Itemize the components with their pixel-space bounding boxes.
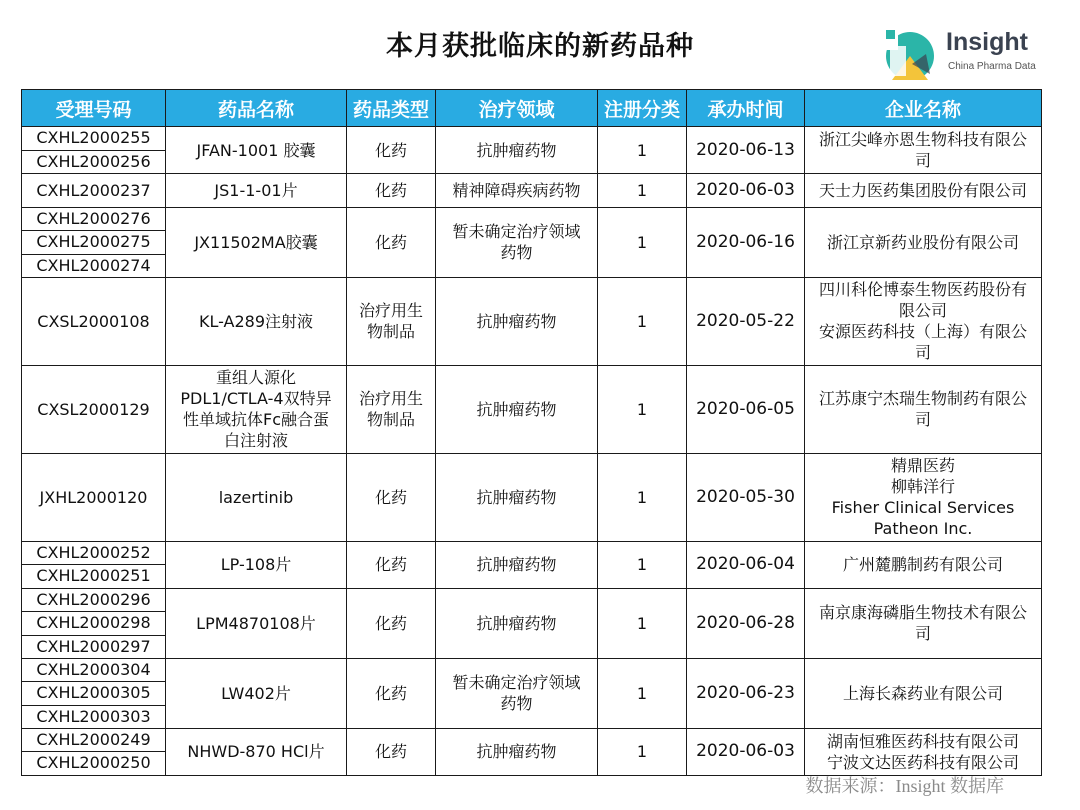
acceptance-number: CXHL2000251 [22, 564, 165, 588]
company-name-cell [805, 541, 1042, 588]
registration-category-cell: 1 [598, 658, 687, 728]
drug-type-cell-line: 化药 [374, 232, 407, 252]
drug-type-cell [347, 208, 436, 278]
company-name-cell [805, 174, 1042, 208]
drug-name-cell-line: lazertinib [218, 487, 294, 507]
acceptance-number: CXHL2000252 [36, 542, 151, 562]
drug-name-cell-line: LP-108片 [220, 555, 292, 575]
company-name-cell-line: 司 [914, 343, 931, 363]
acceptance-number: CXHL2000297 [22, 635, 165, 658]
drug-name-cell-line: NHWD-870 HCl片 [187, 742, 325, 762]
handling-date-cell: 2020-06-05 [687, 365, 805, 453]
therapeutic-area-cell-line: 抗肿瘤药物 [476, 140, 557, 160]
drug-name-cell [166, 588, 347, 658]
column-header: 治疗领域 [436, 90, 598, 127]
table-row [22, 453, 1042, 541]
drug-type-cell-line: 治疗用生 [358, 389, 423, 409]
handling-date-cell: 2020-06-03 [687, 728, 805, 775]
acceptance-number: CXHL2000249 [36, 729, 151, 749]
company-name-cell-line: 精鼎医药 [890, 456, 955, 476]
drug-type-cell-line: 化药 [374, 181, 407, 200]
acceptance-number: CXHL2000275 [22, 230, 165, 253]
drug-approval-table [21, 89, 1042, 776]
acceptance-number-cell [22, 453, 166, 541]
drug-name-cell-line: LPM4870108片 [196, 613, 316, 633]
acceptance-number: CXHL2000296 [36, 589, 151, 609]
drug-type-cell [347, 277, 436, 365]
drug-type-cell-line: 化药 [374, 742, 407, 762]
therapeutic-area-cell [436, 127, 598, 174]
therapeutic-area-cell-line: 暂未确定治疗领域 [452, 673, 581, 693]
column-header: 注册分类 [598, 90, 687, 127]
column-header: 承办时间 [687, 90, 805, 127]
acceptance-number: CXHL2000256 [22, 150, 165, 174]
company-name-cell [805, 728, 1042, 775]
drug-name-cell-line: 性单域抗体Fc融合蛋 [182, 410, 329, 430]
drug-name-cell-line: KL-A289注射液 [198, 311, 314, 331]
table-row [22, 127, 1042, 174]
acceptance-number-cell [22, 541, 166, 588]
registration-category-cell: 1 [598, 208, 687, 278]
drug-name-cell-line: LW402片 [221, 683, 291, 703]
therapeutic-area-cell [436, 658, 598, 728]
column-header: 企业名称 [805, 90, 1042, 127]
therapeutic-area-cell [436, 174, 598, 208]
company-name-cell [805, 365, 1042, 453]
acceptance-number: CXHL2000237 [36, 181, 151, 200]
acceptance-number-cell [22, 658, 166, 728]
therapeutic-area-cell [436, 728, 598, 775]
therapeutic-area-cell [436, 365, 598, 453]
drug-type-cell-line: 化药 [374, 613, 407, 633]
company-name-cell-line: 广州麓鹏制药有限公司 [842, 555, 1003, 575]
company-name-cell-line: Patheon Inc. [873, 519, 973, 539]
drug-type-cell [347, 127, 436, 174]
registration-category-cell: 1 [598, 541, 687, 588]
acceptance-number: CXHL2000276 [36, 209, 151, 228]
company-name-cell [805, 453, 1042, 541]
table-row [22, 541, 1042, 588]
table-row [22, 588, 1042, 658]
therapeutic-area-cell-line: 抗肿瘤药物 [476, 311, 557, 331]
company-name-cell-line: 司 [914, 151, 931, 170]
therapeutic-area-cell [436, 277, 598, 365]
logo-brand-text: Insight [946, 28, 1028, 56]
therapeutic-area-cell-line: 药物 [500, 243, 533, 263]
company-name-cell [805, 127, 1042, 174]
registration-category-cell: 1 [598, 127, 687, 174]
drug-name-cell [166, 277, 347, 365]
acceptance-number: CXHL2000298 [22, 611, 165, 634]
drug-name-cell [166, 174, 347, 208]
therapeutic-area-cell [436, 588, 598, 658]
therapeutic-area-cell [436, 208, 598, 278]
drug-name-cell-line: JX11502MA胶囊 [194, 232, 318, 252]
drug-name-cell [166, 728, 347, 775]
registration-category-cell: 1 [598, 588, 687, 658]
therapeutic-area-cell [436, 541, 598, 588]
acceptance-number-cell [22, 365, 166, 453]
handling-date-cell: 2020-05-22 [687, 277, 805, 365]
company-name-cell-line: 上海长森药业有限公司 [842, 683, 1003, 703]
company-name-cell [805, 588, 1042, 658]
drug-type-cell-line: 治疗用生 [358, 301, 423, 321]
table-row [22, 277, 1042, 365]
acceptance-number: CXHL2000303 [22, 705, 165, 728]
table-row [22, 658, 1042, 728]
page-title: 本月获批临床的新药品种 [386, 31, 694, 62]
acceptance-number-cell [22, 588, 166, 658]
therapeutic-area-cell-line: 暂未确定治疗领域 [452, 222, 581, 242]
drug-name-cell [166, 658, 347, 728]
company-name-cell-line: 司 [914, 624, 931, 644]
drug-name-cell-line: 白注射液 [223, 431, 288, 451]
drug-name-cell-line: PDL1/CTLA-4双特异 [180, 389, 332, 409]
drug-name-cell [166, 127, 347, 174]
acceptance-number-cell [22, 127, 166, 174]
company-name-cell-line: 江苏康宁杰瑞生物制药有限公 [818, 389, 1027, 409]
data-source-note: 数据来源：Insight 数据库 [805, 776, 1004, 796]
acceptance-number-cell [22, 174, 166, 208]
drug-type-cell [347, 728, 436, 775]
company-name-cell-line: 南京康海磷脂生物技术有限公 [818, 603, 1027, 623]
acceptance-number-cell [22, 277, 166, 365]
registration-category-cell: 1 [598, 365, 687, 453]
acceptance-number: JXHL2000120 [39, 487, 148, 507]
column-header: 药品名称 [166, 90, 347, 127]
drug-type-cell-line: 化药 [374, 555, 407, 575]
company-name-cell-line: 浙江京新药业股份有限公司 [826, 232, 1019, 252]
table-body [22, 127, 1042, 776]
drug-type-cell [347, 658, 436, 728]
drug-type-cell-line: 化药 [374, 140, 407, 160]
company-name-cell-line: 柳韩洋行 [890, 477, 955, 497]
handling-date-cell: 2020-05-30 [687, 453, 805, 541]
drug-name-cell-line: JFAN-1001 胶囊 [196, 140, 316, 160]
table-row [22, 208, 1042, 278]
therapeutic-area-cell-line: 抗肿瘤药物 [476, 555, 557, 575]
drug-type-cell [347, 174, 436, 208]
company-name-cell-line: 湖南恒雅医药科技有限公司 [826, 731, 1019, 751]
drug-name-cell [166, 208, 347, 278]
drug-name-cell [166, 453, 347, 541]
handling-date-cell: 2020-06-16 [687, 208, 805, 278]
company-name-cell-line: 司 [914, 410, 931, 430]
therapeutic-area-cell-line: 精神障碍疾病药物 [452, 181, 581, 200]
acceptance-number: CXSL2000108 [37, 311, 150, 331]
handling-date-cell: 2020-06-13 [687, 127, 805, 174]
acceptance-number: CXHL2000304 [36, 659, 151, 679]
table-header-row [22, 90, 1042, 127]
company-name-cell-line: 浙江尖峰亦恩生物科技有限公 [818, 130, 1027, 149]
company-name-cell-line: 天士力医药集团股份有限公司 [818, 181, 1027, 200]
drug-type-cell [347, 541, 436, 588]
therapeutic-area-cell-line: 抗肿瘤药物 [476, 399, 557, 419]
company-name-cell-line: 四川科伦博泰生物医药股份有 [818, 280, 1027, 300]
registration-category-cell: 1 [598, 728, 687, 775]
company-name-cell-line: Fisher Clinical Services [831, 498, 1015, 518]
company-name-cell [805, 208, 1042, 278]
acceptance-number: CXHL2000305 [22, 681, 165, 704]
company-name-cell-line: 宁波文达医药科技有限公司 [826, 752, 1019, 772]
column-header: 药品类型 [347, 90, 436, 127]
table-row [22, 174, 1042, 208]
registration-category-cell: 1 [598, 277, 687, 365]
drug-type-cell [347, 365, 436, 453]
drug-name-cell-line: JS1-1-01片 [214, 181, 298, 200]
acceptance-number-cell [22, 208, 166, 278]
drug-name-cell-line: 重组人源化 [215, 368, 296, 388]
registration-category-cell: 1 [598, 453, 687, 541]
therapeutic-area-cell-line: 抗肿瘤药物 [476, 742, 557, 762]
therapeutic-area-cell-line: 抗肿瘤药物 [476, 613, 557, 633]
table-row [22, 728, 1042, 775]
drug-type-cell-line: 化药 [374, 683, 407, 703]
column-header: 受理号码 [22, 90, 166, 127]
acceptance-number: CXHL2000274 [22, 254, 165, 277]
drug-type-cell [347, 588, 436, 658]
insight-logo-icon [882, 24, 942, 84]
drug-type-cell-line: 化药 [374, 487, 407, 507]
drug-name-cell [166, 365, 347, 453]
insight-logo [882, 24, 1052, 84]
drug-type-cell-line: 物制品 [366, 410, 415, 430]
acceptance-number-cell [22, 728, 166, 775]
handling-date-cell: 2020-06-03 [687, 174, 805, 208]
acceptance-number: CXSL2000129 [37, 399, 150, 419]
company-name-cell-line: 安源医药科技（上海）有限公 [818, 322, 1027, 342]
drug-type-cell [347, 453, 436, 541]
handling-date-cell: 2020-06-28 [687, 588, 805, 658]
logo-subtitle: China Pharma Data [948, 61, 1036, 72]
drug-name-cell [166, 541, 347, 588]
company-name-cell [805, 658, 1042, 728]
therapeutic-area-cell-line: 抗肿瘤药物 [476, 487, 557, 507]
acceptance-number: CXHL2000255 [36, 128, 151, 147]
acceptance-number: CXHL2000250 [22, 751, 165, 775]
therapeutic-area-cell-line: 药物 [500, 694, 533, 714]
drug-type-cell-line: 物制品 [366, 322, 415, 342]
handling-date-cell: 2020-06-23 [687, 658, 805, 728]
company-name-cell-line: 限公司 [898, 301, 947, 321]
registration-category-cell: 1 [598, 174, 687, 208]
table-row [22, 365, 1042, 453]
company-name-cell [805, 277, 1042, 365]
therapeutic-area-cell [436, 453, 598, 541]
handling-date-cell: 2020-06-04 [687, 541, 805, 588]
